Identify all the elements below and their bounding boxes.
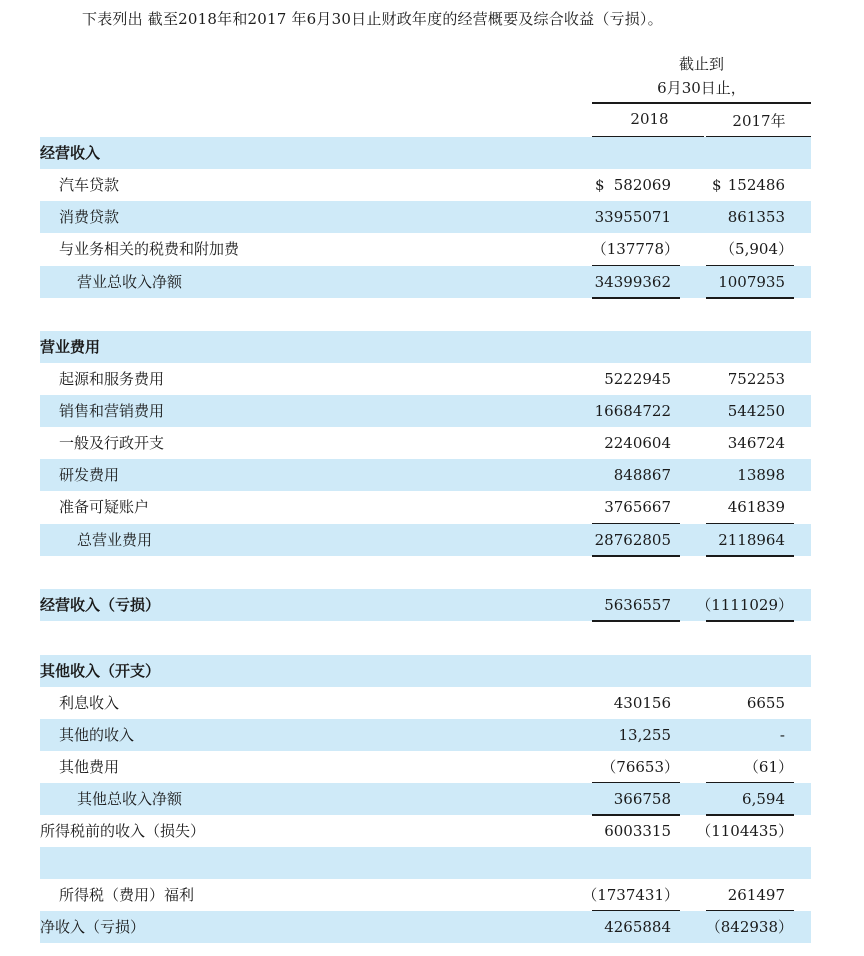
table-row-business-taxes [40,233,811,265]
table-row-other-income-net-total [40,783,811,815]
value-2018: 34399362 [594,273,671,291]
value-2017: 6,594 [742,790,785,808]
row-label: 经营收入（亏损） [40,596,161,614]
currency-symbol-2017: $ [712,176,722,194]
total-rule-2017 [706,297,794,299]
value-2018: （76653） [601,758,679,776]
value-2017: （5,904） [720,240,793,258]
value-2018: 2240604 [604,434,671,452]
row-label: 净收入（亏损） [40,918,146,936]
period-header-rule [592,102,811,104]
value-2017: 261497 [727,886,785,904]
value-2017: 1007935 [718,273,785,291]
table-row-research-development [40,459,811,491]
currency-symbol-2018: $ [595,176,605,194]
value-2017: 13898 [737,466,785,484]
value-2017: 6655 [746,694,785,712]
table-row-section-operating-expenses [40,331,811,363]
value-2018: 5222945 [604,370,671,388]
column-header-2017: 2017年 [732,112,786,130]
value-2017: - [779,726,785,744]
value-2017: （1104435） [696,822,793,840]
value-2017: 752253 [727,370,785,388]
row-label: 消费贷款 [59,208,120,226]
period-header-line2: 6月30日止， [657,79,746,97]
value-2018: 3765667 [604,498,671,516]
value-2018: 33955071 [594,208,671,226]
row-label: 营业费用 [40,338,101,356]
value-2018: 848867 [613,466,671,484]
value-2017: （1111029） [696,596,793,614]
row-label: 与业务相关的税费和附加费 [59,240,240,258]
table-row-net-revenue-total [40,266,811,298]
value-2018: 16684722 [594,402,671,420]
total-rule-2018 [592,555,680,557]
row-label: 所得税（费用）福利 [59,886,195,904]
value-2018: 5636557 [604,596,671,614]
row-label: 研发费用 [59,466,120,484]
row-label: 准备可疑账户 [59,498,150,516]
row-label: 汽车贷款 [59,176,120,194]
value-2018: 28762805 [594,531,671,549]
period-header [592,52,811,100]
value-2017: 2118964 [718,531,785,549]
value-2017: 346724 [727,434,785,452]
row-label: 总营业费用 [77,531,153,549]
row-label: 利息收入 [59,694,120,712]
row-label: 其他收入（开支） [40,662,161,680]
row-label: 起源和服务费用 [59,370,165,388]
value-2018: 582069 [613,176,671,194]
table-row-interest-income [40,687,811,719]
value-2018: 13,255 [618,726,671,744]
value-2018: （1737431） [582,886,679,904]
value-2018: 6003315 [604,822,671,840]
table-row-section-other-income [40,655,811,687]
table-row-general-administrative [40,427,811,459]
row-label: 营业总收入净额 [77,273,183,291]
table-row-income-tax-benefit [40,879,811,911]
period-header-line1: 截止到 [678,55,724,73]
table-row-origination-servicing [40,363,811,395]
table-row-consumer-loans [40,201,811,233]
table-row-blank [40,847,811,879]
intro-text: 下表列出 截至2018年和2017 年6月30日止财政年度的经营概要及综合收益（亏损）。 [82,10,663,28]
total-rule-2017 [706,555,794,557]
total-rule-2018 [592,620,680,622]
table-row-other-expenses [40,751,811,783]
row-label: 其他的收入 [59,726,135,744]
value-2017: （842938） [705,918,793,936]
row-label: 经营收入 [40,144,101,162]
value-2018: 430156 [613,694,671,712]
table-row-auto-loans [40,169,811,201]
value-2018: 4265884 [604,918,671,936]
row-label: 一般及行政开支 [59,434,165,452]
column-header-2018: 2018 [630,110,669,128]
value-2017: 861353 [727,208,785,226]
row-label: 所得税前的收入（损失） [40,822,206,840]
value-2017: 152486 [727,176,785,194]
table-row-total-operating-expenses [40,524,811,556]
table-row-net-income-loss [40,911,811,943]
row-label: 其他总收入净额 [77,790,183,808]
value-2018: 366758 [613,790,671,808]
row-label: 销售和营销费用 [59,402,165,420]
value-2017: 461839 [727,498,785,516]
table-row-operating-income-loss [40,589,811,621]
table-row-income-before-tax [40,815,811,847]
value-2017: （61） [743,758,793,776]
table-row-sales-marketing [40,395,811,427]
row-label: 其他费用 [59,758,120,776]
total-rule-2017 [706,620,794,622]
table-row-section-operating-revenue [40,137,811,169]
total-rule-2018 [592,297,680,299]
table-row-other-income [40,719,811,751]
value-2018: （137778） [591,240,679,258]
value-2017: 544250 [727,402,785,420]
table-row-doubtful-accounts [40,491,811,523]
